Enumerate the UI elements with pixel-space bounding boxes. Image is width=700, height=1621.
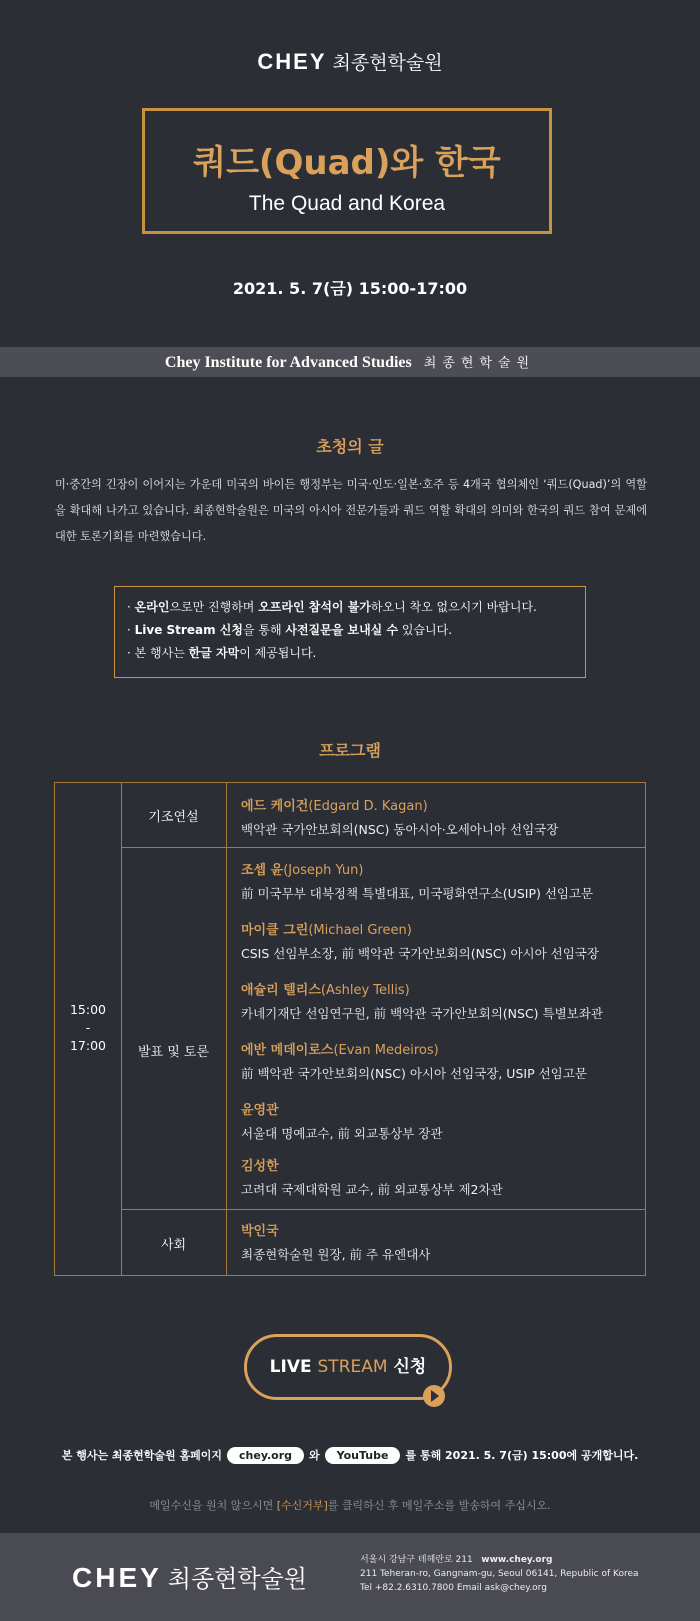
footer — [0, 1533, 700, 1621]
event-title-ko: 쿼드(Quad)와 한국 — [193, 143, 501, 183]
unsubscribe-link[interactable]: [수신거부] — [276, 1499, 328, 1512]
logo-wordmark: CHEY — [257, 49, 327, 74]
role-moderator: 사회 — [160, 1238, 187, 1253]
program-time: 15:00 - 17:00 — [69, 1002, 107, 1053]
event-date: 2021. 5. 7(금) 15:00-17:00 — [232, 279, 468, 298]
youtube-link[interactable]: YouTube — [325, 1447, 401, 1464]
notice-item: · Live Stream 신청을 통해 사전질문을 보내실 수 있습니다. — [127, 623, 453, 637]
live-stream-register-button[interactable]: LIVE STREAM 신청 — [244, 1334, 452, 1400]
header-logo — [0, 48, 700, 75]
footer-address: 서울시 강남구 테헤란로 211 www.chey.org 211 Teheran-ro, Gangnam-gu, Seoul 06141, Republic of Korea Tel +82.2.6310.7800 Email ask@chey.org — [360, 1555, 639, 1593]
publish-notice: 본 행사는 최종현학술원 홈페이지 chey.org 와 YouTube 를 통해 2021. 5. 7(금) 15:00에 공개합니다. — [61, 1449, 639, 1462]
footer-web-link[interactable]: www.chey.org — [481, 1555, 553, 1565]
speaker-panel: 조셉 윤(Joseph Yun) 前 미국무부 대북정책 특별대표, 미국평화연구소(USIP) 선임고문 — [241, 863, 594, 901]
notice-item: · 본 행사는 한글 자막이 제공됩니다. — [127, 646, 317, 660]
notice-item: · 온라인으로만 진행하며 오프라인 참석이 불가하오니 착오 없으시기 바랍니다. — [127, 600, 537, 614]
notice-box — [114, 586, 586, 678]
speaker-panel: 마이클 그린(Michael Green) CSIS 선임부소장, 前 백악관 국가안보회의(NSC) 아시아 선임국장 — [241, 923, 599, 961]
logo-korean: 최종현학술원 — [332, 52, 443, 74]
speaker-panel: 애슐리 텔리스(Ashley Tellis) 카네기재단 선임연구원, 前 백악관 국가안보회의(NSC) 특별보좌관 — [241, 983, 603, 1021]
speaker-panel: 김성한 고려대 국제대학원 교수, 前 외교통상부 제2차관 — [241, 1159, 503, 1197]
role-keynote: 기조연설 — [148, 810, 199, 825]
invitation-body: 미·중간의 긴장이 이어지는 가운데 미국의 바이든 행정부는 미국·인도·일본·호주 등 4개국 협의체인 ‘쿼드(Quad)’의 역할을 확대해 나가고 있습니다. 최종현학술원은 미국의 아시아 전문가들과 쿼드 역할 확대의 의미와 한국의 쿼드 참여 문제에 대한 토론기회를 마련했습니다. — [55, 478, 647, 543]
institute-band — [0, 347, 700, 377]
speaker-moderator: 박인국 최종현학술원 원장, 前 주 유엔대사 — [241, 1224, 431, 1262]
speaker-panel: 에반 메데이로스(Evan Medeiros) 前 백악관 국가안보회의(NSC) 아시아 선임국장, USIP 선임고문 — [241, 1043, 587, 1081]
play-icon — [423, 1385, 445, 1407]
program-table — [54, 782, 646, 1276]
footer-logo: CHEY 최종현학술원 — [72, 1562, 307, 1593]
program-title: 프로그램 — [319, 741, 381, 760]
speaker-panel: 윤영관 서울대 명예교수, 前 외교통상부 장관 — [241, 1103, 443, 1141]
event-title-en: The Quad and Korea — [248, 192, 446, 215]
institute-name-ko: 최종현학술원 — [423, 356, 536, 371]
institute-name-en: Chey Institute for Advanced Studies — [164, 354, 412, 371]
chey-org-link[interactable]: chey.org — [227, 1447, 304, 1464]
unsubscribe-notice: 메일수신을 원치 않으시면 [수신거부]를 클릭하신 후 메일주소를 발송하여 주십시오. — [149, 1499, 551, 1512]
speaker-keynote: 에드 케이건(Edgard D. Kagan) 백악관 국가안보회의(NSC) 동아시아·오세아니아 선임국장 — [241, 799, 559, 837]
invitation-title: 초청의 글 — [316, 437, 384, 456]
event-title-box — [142, 108, 552, 234]
role-panel: 발표 및 토론 — [137, 1045, 210, 1060]
